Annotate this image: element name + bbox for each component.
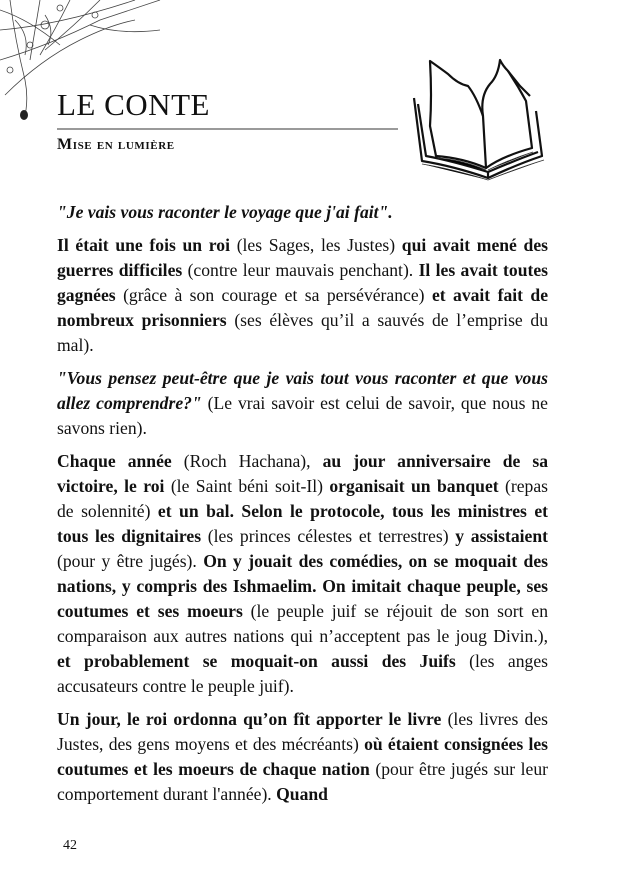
commentary-text: (pour être jugés sur leur comportement durant l'année). <box>57 759 549 804</box>
story-phrase: organisait un banquet <box>329 476 506 496</box>
story-phrase: "Je vais vous raconter le voyage que j'ai fait". <box>57 202 393 222</box>
commentary-text: (les livres des Justes, des gens moyens et des mécréants) <box>57 709 548 754</box>
story-phrase: qui avait mené des guerres difficiles <box>57 235 548 280</box>
commentary-text: (le peuple juif se réjouit de son sort en comparaison aux autres nations qui n’acceptent pas le joug Divin.), <box>57 601 548 646</box>
story-phrase: et probablement se moquait-on aussi des Juifs <box>57 651 470 671</box>
page-number: 42 <box>63 838 77 853</box>
commentary-text: (pour y être jugés). <box>57 551 204 571</box>
story-phrase: au jour anniversaire de sa victoire, le roi <box>57 451 548 496</box>
commentary-text: (repas de solennité) <box>57 476 548 521</box>
commentary-text: (grâce à son courage et sa persévérance) <box>123 285 432 305</box>
story-phrase: où étaient consignées les coutumes et les moeurs de chaque nation <box>57 734 548 779</box>
chapter-title: LE CONTE <box>57 87 210 122</box>
commentary-text: (Le vrai savoir est celui de savoir, que nous ne savons rien). <box>57 393 548 438</box>
story-text <box>57 200 548 815</box>
story-phrase: Chaque année <box>57 451 184 471</box>
title-divider <box>57 128 398 130</box>
story-phrase: "Vous pensez peut-être que je vais tout vous raconter et que vous allez comprendre?" <box>57 368 548 413</box>
commentary-text: (les princes célestes et terrestres) <box>207 526 456 546</box>
story-phrase: Un jour, le roi ordonna qu’on fît apporter le livre <box>57 709 448 729</box>
commentary-text: (contre leur mauvais penchant). <box>187 260 419 280</box>
chapter-subtitle: Mise en lumière <box>57 136 175 153</box>
commentary-text: (ses élèves qu’il a sauvés de l’emprise du mal). <box>57 310 549 355</box>
paragraph <box>57 449 548 699</box>
commentary-text: (Roch Hachana), <box>183 451 323 471</box>
story-phrase: On y jouait des comédies, on se moquait des nations, y compris des Ishmaelim. On imitait chaque peuple, ses coutumes et ses moeurs <box>57 551 548 621</box>
paragraph <box>57 233 548 358</box>
paragraph <box>57 366 548 441</box>
paragraph <box>57 200 548 225</box>
commentary-text: (les anges accusateurs contre le peuple juif). <box>57 651 548 696</box>
story-phrase: et un bal. Selon le protocole, tous les ministres et tous les dignitaires <box>57 501 548 546</box>
story-phrase: Il les avait toutes gagnées <box>57 260 548 305</box>
story-phrase: et avait fait de nombreux prisonniers <box>57 285 549 330</box>
story-phrase: Quand <box>276 784 328 804</box>
commentary-text: (le Saint béni soit-Il) <box>170 476 330 496</box>
paragraph <box>57 707 548 807</box>
open-book-icon <box>408 56 550 188</box>
commentary-text: (les Sages, les Justes) <box>236 235 402 255</box>
story-phrase: y assistaient <box>455 526 549 546</box>
story-phrase: Il était une fois un roi <box>57 235 237 255</box>
